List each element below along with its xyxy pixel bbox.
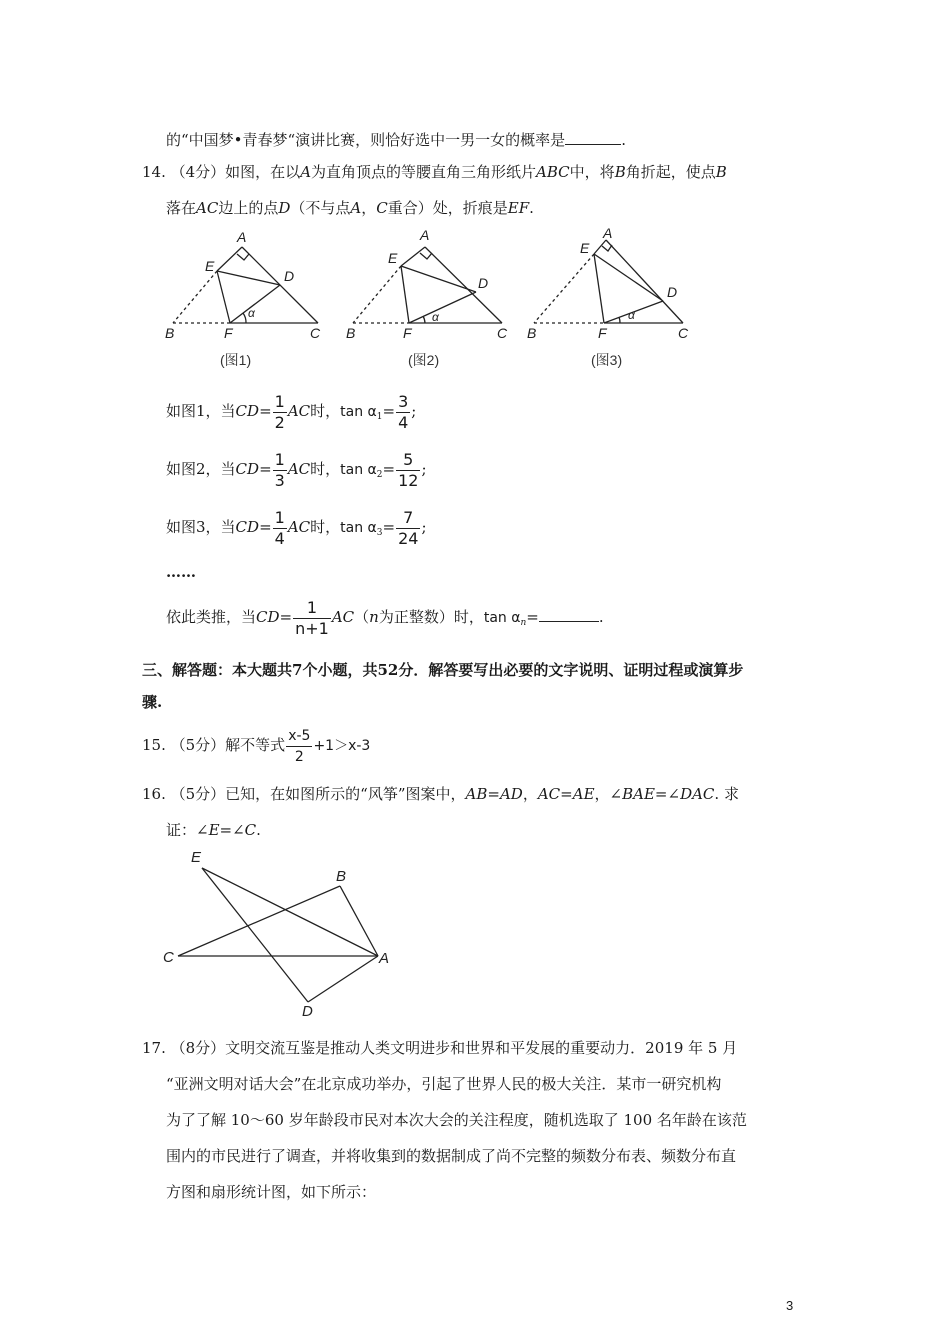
label-C: C [678,325,689,341]
segment-ed [202,868,308,1002]
label-A: A [379,950,390,967]
segment-fd [409,292,476,323]
label-B: B [346,325,356,341]
fraction: $\frac{1}{4}$ [274,507,285,548]
q14-figures [160,225,760,375]
figure-1-labels [165,229,321,341]
side-ac [606,240,683,323]
section-heading-cont: 骤. [142,693,163,711]
label-A: A [420,227,430,243]
label-F: F [403,325,412,341]
dashed-eb [173,271,217,323]
segment-ed [401,266,476,292]
caption-3: (图3) [591,352,623,368]
caption-1: (图1) [220,352,252,368]
right-angle-mark [420,253,432,259]
fraction: $\frac{3}{4}$ [398,391,409,432]
figure-1 [173,247,318,323]
q16-line2: 证：∠E=∠C. [166,821,261,839]
q14-final: 依此类推，当CD= $\frac{1}{n+1}$ AC（n为正整数）时，$\tan \alpha_n=$ . [166,597,604,638]
segment-fd [230,285,280,323]
segment-da [308,956,378,1002]
label-D: D [667,284,678,300]
q17-line5: 方图和扇形统计图，如下所示： [166,1183,377,1201]
label-alpha: α [432,310,439,324]
caption-2: (图2) [408,352,440,368]
side-ae [217,247,242,271]
q14-line2: 落在AC边上的点D（不与点A，C重合）处，折痕是EF. [166,199,534,217]
label-E: E [580,240,590,256]
answer-blank [539,607,599,622]
fraction: $\frac{5}{12}$ [398,449,419,490]
label-B: B [336,868,347,885]
label-D: D [302,1003,313,1020]
case-2: 如图2，当CD= $\frac{1}{3}$ AC时，$\tan \alpha_2=$ $\frac{5}{12}$ ; [166,449,427,490]
q17-line3: 为了了解 10～60 岁年龄段市民对本次大会的关注程度，随机选取了 100 名年龄在该范 [166,1111,747,1129]
segment-ea [202,868,378,956]
kite-figure [158,842,398,1022]
label-C: C [497,325,508,341]
label-F: F [224,325,233,341]
label-alpha: α [248,306,255,320]
label-B: B [165,325,175,341]
label-A: A [603,225,613,241]
right-angle-mark [602,245,612,251]
answer-blank [565,130,621,145]
question-number: 15. [142,736,166,754]
page-number: 3 [786,1298,794,1313]
section-heading: 三、解答题：本大题共7个小题，共52分．解答要写出必要的文字说明、证明过程或演算步 [142,661,744,679]
dashed-eb [353,266,401,323]
question-number: 16. [142,785,166,803]
fold-ef [401,266,409,323]
q16-line1: 16. （5分）已知，在如图所示的“风筝”图案中，AB=AD，AC=AE，∠BAE=∠DAC. 求 [142,785,739,803]
label-E: E [388,250,398,266]
segment-ed [594,254,663,301]
fraction: $\frac{x-5}{2}$ [288,727,311,765]
label-E: E [191,849,202,866]
alpha-arc [423,316,425,323]
label-F: F [598,325,607,341]
q14-line1: 14. （4分）如图，在以A为直角顶点的等腰直角三角形纸片ABC中，将B角折起，使点B [142,163,727,181]
q15: 15. （5分）解不等式 $\frac{x-5}{2}$ +1＞x-3 [142,727,371,765]
dashed-eb [534,254,594,323]
label-C: C [163,949,174,966]
fraction: $\frac{7}{24}$ [398,507,419,548]
label-E: E [205,258,215,274]
label-A: A [237,229,247,245]
label-D: D [284,268,295,284]
q17-line2: “亚洲文明对话大会”在北京成功举办，引起了世界人民的极大关注．某市一研究机构 [166,1075,722,1093]
case-3: 如图3，当CD= $\frac{1}{4}$ AC时，$\tan \alpha_3=$ $\frac{7}{24}$ ; [166,507,427,548]
alpha-arc [243,313,246,323]
segment-ba [340,886,378,956]
label-B: B [527,325,537,341]
fraction: $\frac{1}{3}$ [274,449,285,490]
prev-question-line: 的“中国梦•青春梦“演讲比赛，则恰好选中一男一女的概率是 . [166,131,626,149]
fraction: $\frac{1}{2}$ [274,391,285,432]
label-D: D [478,275,489,291]
figure-3 [534,240,683,323]
case-1: 如图1，当CD= $\frac{1}{2}$ AC时，$\tan \alpha_1=$ $\frac{3}{4}$ ; [166,391,417,432]
right-angle-mark [237,254,249,260]
fold-ef [217,271,230,323]
fraction: $\frac{1}{n+1}$ [295,597,329,638]
alpha-arc [619,317,620,323]
fold-ef [594,254,604,323]
q17-line4: 围内的市民进行了调查，并将收集到的数据制成了尚不完整的频数分布表、频数分布直 [166,1147,737,1165]
figure-2-labels [346,227,508,341]
label-C: C [310,325,321,341]
question-number: 14. [142,163,166,181]
q17-line1: 17. （8分）文明交流互鉴是推动人类文明进步和世界和平发展的重要动力．2019 年 5 月 [142,1039,738,1057]
segment-ed [217,271,280,285]
side-ae [401,247,425,266]
ellipsis: …… [166,563,196,581]
label-alpha: α [628,308,635,322]
question-number: 17. [142,1039,166,1057]
